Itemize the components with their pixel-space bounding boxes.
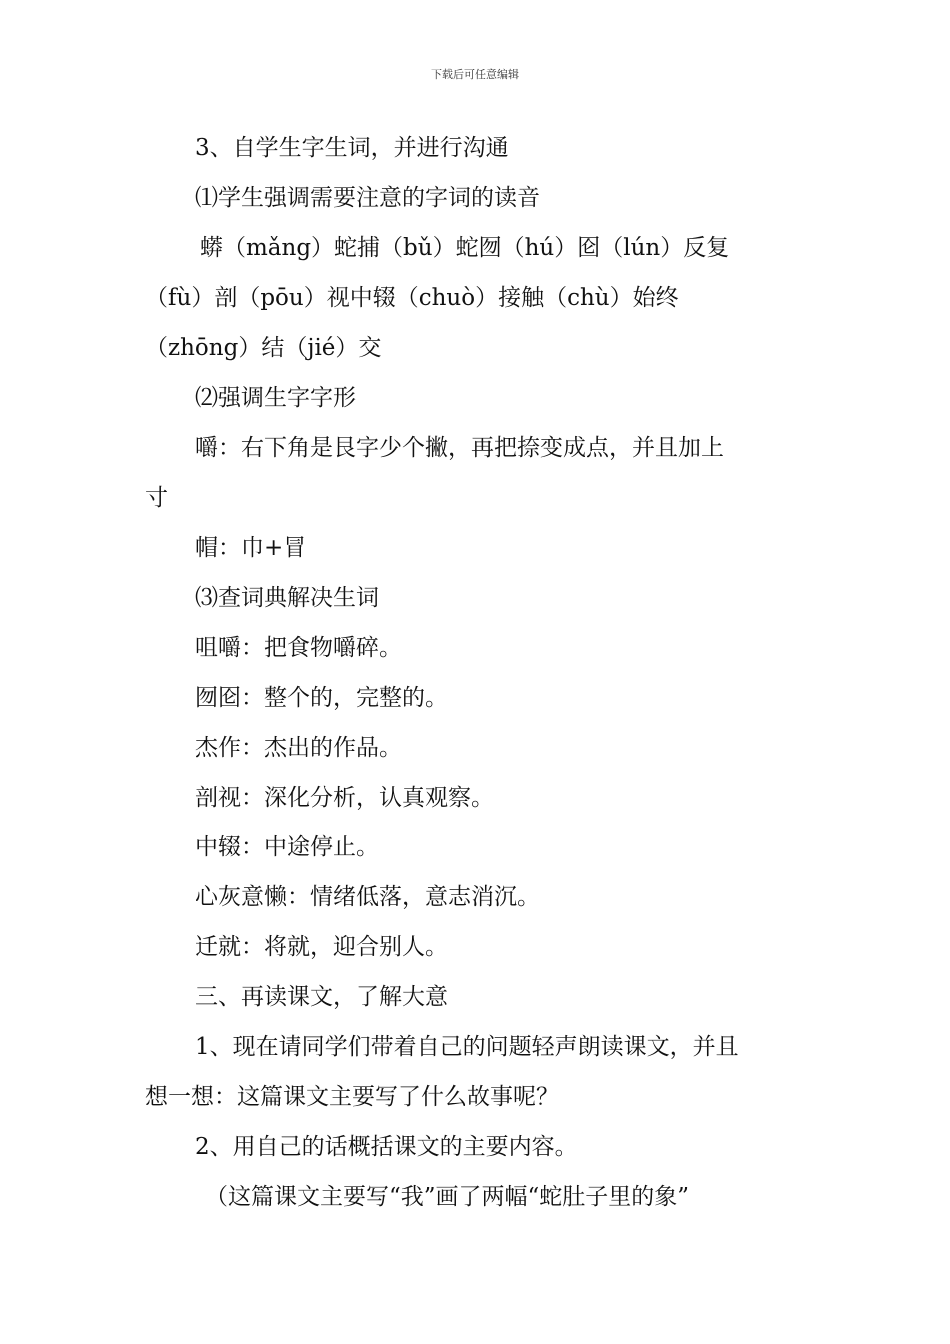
text-line: ⑵强调生字字形 <box>195 385 356 411</box>
text-line: 2、用自己的话概括课文的主要内容。 <box>195 1134 578 1160</box>
text-line: 囫囵：整个的，完整的。 <box>195 685 448 711</box>
text-line: （zhōng）结（jié）交 <box>145 335 382 361</box>
text-line: 寸 <box>145 485 168 511</box>
text-line: 1、现在请同学们带着自己的问题轻声朗读课文，并且 <box>195 1034 739 1060</box>
text-line: （这篇课文主要写“我”画了两幅“蛇肚子里的象” <box>205 1184 690 1210</box>
text-line: 咀嚼：把食物嚼碎。 <box>195 635 402 661</box>
text-line: （fù）剖（pōu）视中辍（chuò）接触（chù）始终 <box>145 285 679 311</box>
text-line: 心灰意懒：情绪低落，意志消沉。 <box>195 884 540 910</box>
text-line: 杰作：杰出的作品。 <box>195 735 402 761</box>
text-line: 嚼：右下角是艮字少个撇，再把捺变成点，并且加上 <box>195 435 724 461</box>
text-line: 剖视：深化分析，认真观察。 <box>195 785 494 811</box>
text-line: 迁就：将就，迎合别人。 <box>195 934 448 960</box>
page-header: 下载后可任意编辑 <box>431 68 519 81</box>
text-line: 三、再读课文，了解大意 <box>195 984 448 1010</box>
text-line: 蟒（mǎng）蛇捕（bǔ）蛇囫（hú）囵（lún）反复 <box>200 235 730 261</box>
text-line: 想一想：这篇课文主要写了什么故事呢？ <box>145 1084 559 1110</box>
text-line: 帽：巾+冒 <box>195 535 307 561</box>
text-line: ⑶查词典解决生词 <box>195 585 379 611</box>
text-line: 中辍：中途停止。 <box>195 834 379 860</box>
text-line: 3、自学生字生词，并进行沟通 <box>195 135 509 161</box>
text-line: ⑴学生强调需要注意的字词的读音 <box>195 185 540 211</box>
